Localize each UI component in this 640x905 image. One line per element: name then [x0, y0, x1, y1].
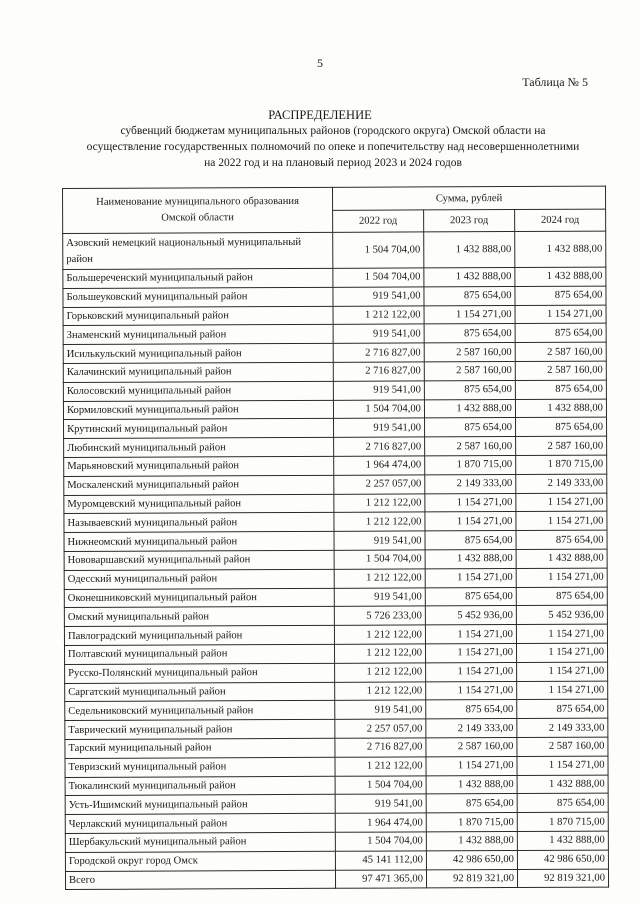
value-2024-cell: 1 154 271,00 [516, 643, 607, 662]
row-name-cell: Калачинский муниципальный район [63, 362, 333, 382]
distribution-table [62, 186, 609, 891]
table-body [63, 231, 609, 890]
table-row [65, 775, 608, 796]
value-2023-cell: 2 149 333,00 [425, 474, 516, 493]
row-name-cell: Шербакульский муниципальный район [65, 832, 335, 852]
value-2023-cell: 2 587 160,00 [424, 362, 515, 381]
table-row [64, 474, 607, 495]
value-2022-cell: 1 212 122,00 [335, 757, 426, 776]
table-row [63, 267, 606, 288]
value-2024-cell: 1 432 888,00 [517, 775, 608, 794]
row-name-cell: Черлакский муниципальный район [65, 813, 335, 833]
table-row [64, 568, 607, 589]
value-2024-cell: 1 154 271,00 [517, 681, 608, 700]
value-2024-cell: 1 154 271,00 [517, 756, 608, 775]
table-row [63, 361, 606, 382]
value-2023-cell: 1 154 271,00 [426, 662, 517, 681]
table-row [65, 793, 608, 814]
value-2023-cell: 2 587 160,00 [424, 343, 515, 362]
table-row [64, 549, 607, 570]
subtitle-line: осуществление государственных полномочий по опеке и попечительству над несовершеннолетними [86, 141, 580, 153]
value-2024-cell: 875 654,00 [516, 418, 607, 437]
value-2022-cell: 1 212 122,00 [335, 663, 426, 682]
table-row [64, 605, 607, 626]
value-2022-cell: 1 212 122,00 [334, 512, 425, 531]
table-row [65, 850, 608, 871]
value-2023-cell: 1 870 715,00 [425, 455, 516, 474]
row-name-cell: Любинский муниципальный район [64, 437, 334, 457]
value-2024-cell: 1 432 888,00 [515, 399, 606, 418]
value-2024-cell: 2 587 160,00 [517, 737, 608, 756]
value-2024-cell: 875 654,00 [515, 380, 606, 399]
table-row [65, 756, 608, 777]
value-2024-cell: 5 452 936,00 [516, 605, 607, 624]
table-row [64, 643, 607, 664]
row-name-cell: Тарский муниципальный район [65, 738, 335, 758]
value-2023-cell: 2 587 160,00 [426, 737, 517, 756]
value-2022-cell: 1 212 122,00 [334, 493, 425, 512]
value-2023-cell: 42 986 650,00 [426, 850, 517, 869]
value-2023-cell: 92 819 321,00 [426, 869, 517, 888]
value-2024-cell: 875 654,00 [516, 587, 607, 606]
value-2022-cell: 1 212 122,00 [333, 306, 424, 325]
header-year-2023: 2023 год [424, 210, 515, 232]
header-name-line: Омской области [161, 212, 234, 224]
row-name-cell: Всего [65, 870, 335, 890]
value-2024-cell: 2 587 160,00 [515, 361, 606, 380]
value-2024-cell: 875 654,00 [517, 699, 608, 718]
value-2024-cell: 1 154 271,00 [516, 568, 607, 587]
value-2024-cell: 1 432 888,00 [516, 549, 607, 568]
table-row [65, 718, 608, 739]
value-2024-cell: 1 154 271,00 [516, 624, 607, 643]
row-name-cell: Павлоградский муниципальный район [64, 625, 334, 645]
value-2024-cell: 2 587 160,00 [516, 436, 607, 455]
row-name-cell: Одесский муниципальный район [64, 569, 334, 589]
value-2024-cell: 1 870 715,00 [516, 455, 607, 474]
table-row [65, 737, 608, 758]
value-2023-cell: 875 654,00 [425, 531, 516, 550]
table-row [64, 624, 607, 645]
table-row [63, 305, 606, 326]
table-row [63, 286, 606, 307]
table-row [63, 324, 606, 345]
value-2023-cell: 1 432 888,00 [426, 831, 517, 850]
value-2023-cell: 1 432 888,00 [425, 549, 516, 568]
value-2023-cell: 5 452 936,00 [425, 606, 516, 625]
table-row [64, 436, 607, 457]
row-name-cell: Таврический муниципальный район [65, 719, 335, 739]
row-name-cell: Омский муниципальный район [64, 607, 334, 627]
row-name-cell: Нижнеомский муниципальный район [64, 531, 334, 551]
document-title: РАСПРЕДЕЛЕНИЕ [268, 108, 372, 122]
table-row [63, 380, 606, 401]
table-row [65, 699, 608, 720]
value-2023-cell: 1 154 271,00 [425, 512, 516, 531]
table-row [65, 812, 608, 833]
row-name-cell: Саргатский муниципальный район [65, 682, 335, 702]
value-2022-cell: 2 716 827,00 [334, 437, 425, 456]
value-2023-cell: 875 654,00 [424, 286, 515, 305]
header-name-line: Наименование муниципального образования [96, 195, 299, 208]
row-name-cell: Исилькульский муниципальный район [63, 344, 333, 364]
value-2024-cell: 875 654,00 [515, 324, 606, 343]
value-2023-cell: 1 432 888,00 [424, 232, 515, 268]
row-name-cell: Колосовский муниципальный район [63, 381, 333, 401]
value-2022-cell: 1 212 122,00 [334, 569, 425, 588]
value-2024-cell: 1 154 271,00 [516, 493, 607, 512]
value-2022-cell: 1 504 704,00 [333, 268, 424, 287]
value-2024-cell: 875 654,00 [515, 286, 606, 305]
table-row [63, 342, 606, 363]
document-subtitle [66, 123, 600, 171]
value-2022-cell: 1 504 704,00 [334, 550, 425, 569]
value-2022-cell: 1 504 704,00 [335, 832, 426, 851]
value-2022-cell: 2 716 827,00 [333, 362, 424, 381]
value-2022-cell: 2 257 057,00 [335, 719, 426, 738]
value-2024-cell: 92 819 321,00 [517, 869, 608, 888]
value-2024-cell: 1 154 271,00 [516, 511, 607, 530]
value-2022-cell: 1 212 122,00 [335, 681, 426, 700]
row-name-cell: Седельниковский муниципальный район [65, 701, 335, 721]
value-2022-cell: 1 504 704,00 [335, 775, 426, 794]
table-row [65, 831, 608, 852]
distribution-table-wrapper [62, 186, 608, 891]
value-2023-cell: 875 654,00 [424, 324, 515, 343]
table-row [63, 399, 606, 420]
row-name-cell: Тевризский муниципальный район [65, 757, 335, 777]
value-2022-cell: 1 504 704,00 [333, 232, 424, 268]
table-row [64, 587, 607, 608]
row-name-cell: Большеуковский муниципальный район [63, 287, 333, 307]
table-row [64, 418, 607, 439]
value-2022-cell: 1 212 122,00 [334, 625, 425, 644]
row-name-cell: Полтавский муниципальный район [64, 644, 334, 664]
value-2022-cell: 1 964 474,00 [334, 456, 425, 475]
row-name-cell: Муромцевский муниципальный район [64, 494, 334, 514]
table-row [64, 455, 607, 476]
table-row [64, 511, 607, 532]
value-2024-cell: 875 654,00 [517, 793, 608, 812]
header-year-2022: 2022 год [333, 210, 424, 232]
value-2023-cell: 1 432 888,00 [424, 399, 515, 418]
value-2023-cell: 1 154 271,00 [425, 625, 516, 644]
value-2023-cell: 1 432 888,00 [424, 268, 515, 287]
value-2023-cell: 1 154 271,00 [425, 568, 516, 587]
header-name [63, 187, 333, 233]
row-name-cell: Крутинский муниципальный район [64, 419, 334, 439]
value-2024-cell: 1 432 888,00 [517, 831, 608, 850]
table-row [65, 869, 608, 890]
value-2023-cell: 1 870 715,00 [426, 813, 517, 832]
value-2023-cell: 1 154 271,00 [426, 681, 517, 700]
row-name-cell: Знаменский муниципальный район [63, 325, 333, 345]
row-name-cell: Кормиловский муниципальный район [63, 400, 333, 420]
value-2023-cell: 2 149 333,00 [426, 719, 517, 738]
value-2022-cell: 919 541,00 [333, 381, 424, 400]
value-2023-cell: 875 654,00 [425, 418, 516, 437]
row-name-cell: Русско-Полянский муниципальный район [65, 663, 335, 683]
value-2024-cell: 875 654,00 [516, 530, 607, 549]
value-2023-cell: 875 654,00 [426, 794, 517, 813]
table-row [65, 662, 608, 683]
value-2022-cell: 919 541,00 [335, 794, 426, 813]
header-year-2024: 2024 год [515, 209, 606, 231]
value-2024-cell: 42 986 650,00 [517, 850, 608, 869]
value-2024-cell: 1 870 715,00 [517, 812, 608, 831]
header-sum: Сумма, рублей [332, 186, 605, 210]
value-2022-cell: 2 716 827,00 [335, 738, 426, 757]
row-name-cell: Оконешниковский муниципальный район [64, 588, 334, 608]
value-2023-cell: 875 654,00 [424, 380, 515, 399]
value-2022-cell: 919 541,00 [334, 587, 425, 606]
value-2022-cell: 5 726 233,00 [334, 606, 425, 625]
value-2022-cell: 919 541,00 [334, 531, 425, 550]
table-row [64, 530, 607, 551]
subtitle-line: на 2022 год и на плановый период 2023 и 2024 годов [204, 157, 462, 169]
value-2024-cell: 2 149 333,00 [517, 718, 608, 737]
subtitle-line: субвенций бюджетам муниципальных районов (городского округа) Омской области на [120, 125, 546, 137]
value-2023-cell: 2 587 160,00 [425, 437, 516, 456]
value-2023-cell: 1 154 271,00 [425, 493, 516, 512]
row-name-cell: Марьяновский муниципальный район [64, 456, 334, 476]
value-2023-cell: 875 654,00 [426, 700, 517, 719]
table-row [65, 681, 608, 702]
value-2024-cell: 1 154 271,00 [517, 662, 608, 681]
value-2022-cell: 919 541,00 [334, 418, 425, 437]
table-row [63, 231, 606, 269]
value-2023-cell: 1 154 271,00 [425, 643, 516, 662]
row-name-cell: Называевский муниципальный район [64, 513, 334, 533]
row-name-cell: Большереченский муниципальный район [63, 268, 333, 288]
row-name-cell: Городской округ город Омск [65, 851, 335, 871]
row-name-cell: Горьковский муниципальный район [63, 306, 333, 326]
value-2024-cell: 1 432 888,00 [515, 267, 606, 286]
value-2022-cell: 97 471 365,00 [335, 869, 426, 888]
value-2024-cell: 2 149 333,00 [516, 474, 607, 493]
value-2022-cell: 1 964 474,00 [335, 813, 426, 832]
value-2022-cell: 2 257 057,00 [334, 475, 425, 494]
value-2024-cell: 1 432 888,00 [515, 231, 606, 267]
value-2024-cell: 1 154 271,00 [515, 305, 606, 324]
row-name-cell: Нововаршавский муниципальный район [64, 550, 334, 570]
page-number: 5 [317, 56, 323, 70]
value-2023-cell: 1 432 888,00 [426, 775, 517, 794]
value-2022-cell: 919 541,00 [333, 324, 424, 343]
row-name-cell: Азовский немецкий национальный муниципальный район [63, 232, 333, 269]
value-2022-cell: 919 541,00 [333, 287, 424, 306]
value-2022-cell: 45 141 112,00 [335, 851, 426, 870]
table-row [64, 493, 607, 514]
value-2023-cell: 875 654,00 [425, 587, 516, 606]
row-name-cell: Усть-Ишимский муниципальный район [65, 795, 335, 815]
row-name-cell: Москаленский муниципальный район [64, 475, 334, 495]
value-2022-cell: 1 504 704,00 [333, 399, 424, 418]
value-2022-cell: 2 716 827,00 [333, 343, 424, 362]
value-2023-cell: 1 154 271,00 [424, 305, 515, 324]
value-2024-cell: 2 587 160,00 [515, 342, 606, 361]
value-2022-cell: 1 212 122,00 [334, 644, 425, 663]
row-name-cell: Тюкалинский муниципальный район [65, 776, 335, 796]
table-label: Таблица № 5 [522, 75, 588, 89]
value-2023-cell: 1 154 271,00 [426, 756, 517, 775]
value-2022-cell: 919 541,00 [335, 700, 426, 719]
